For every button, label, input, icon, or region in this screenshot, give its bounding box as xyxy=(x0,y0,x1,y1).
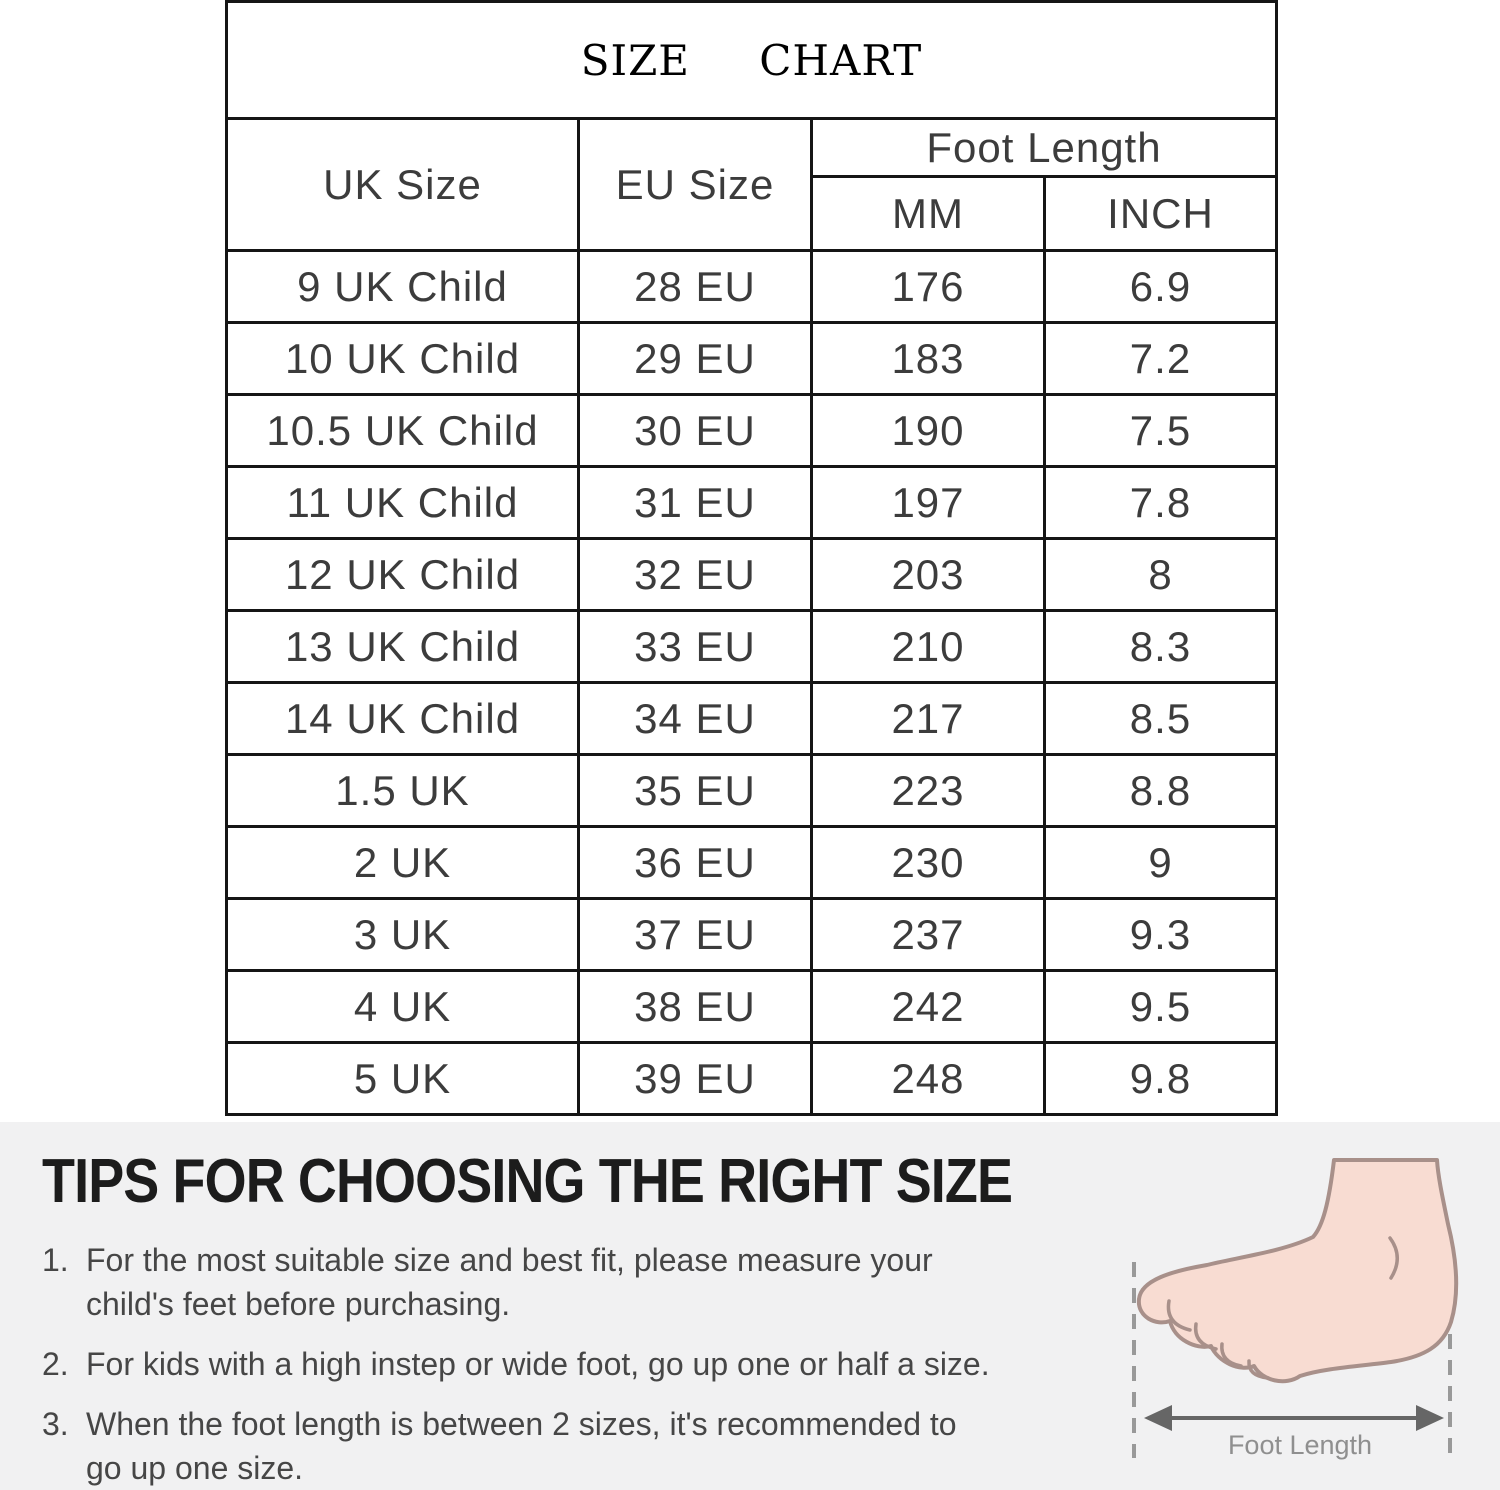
cell-eu-size: 32 EU xyxy=(579,539,812,611)
cell-mm: 230 xyxy=(812,827,1045,899)
cell-mm: 210 xyxy=(812,611,1045,683)
cell-inch: 9.3 xyxy=(1045,899,1277,971)
cell-inch: 9.8 xyxy=(1045,1043,1277,1115)
header-mm: MM xyxy=(812,177,1045,251)
cell-uk-size: 10.5 UK Child xyxy=(227,395,579,467)
cell-inch: 8 xyxy=(1045,539,1277,611)
cell-inch: 8.8 xyxy=(1045,755,1277,827)
cell-uk-size: 3 UK xyxy=(227,899,579,971)
header-eu-size: EU Size xyxy=(579,119,812,251)
measure-arrow xyxy=(1144,1405,1444,1431)
cell-mm: 223 xyxy=(812,755,1045,827)
table-row xyxy=(227,323,1277,395)
cell-inch: 9.5 xyxy=(1045,971,1277,1043)
cell-eu-size: 28 EU xyxy=(579,251,812,323)
header-inch: INCH xyxy=(1045,177,1277,251)
cell-uk-size: 11 UK Child xyxy=(227,467,579,539)
cell-uk-size: 13 UK Child xyxy=(227,611,579,683)
table-row xyxy=(227,395,1277,467)
table-row xyxy=(227,539,1277,611)
cell-inch: 6.9 xyxy=(1045,251,1277,323)
cell-inch: 7.2 xyxy=(1045,323,1277,395)
tip-text xyxy=(86,1402,957,1490)
table-title-row xyxy=(227,2,1277,119)
cell-eu-size: 36 EU xyxy=(579,827,812,899)
cell-eu-size: 31 EU xyxy=(579,467,812,539)
cell-eu-size: 37 EU xyxy=(579,899,812,971)
cell-uk-size: 2 UK xyxy=(227,827,579,899)
cell-uk-size: 4 UK xyxy=(227,971,579,1043)
cell-uk-size: 14 UK Child xyxy=(227,683,579,755)
tip-line: When the foot length is between 2 sizes, it's recommended to xyxy=(86,1406,957,1442)
foot-outline xyxy=(1139,1160,1456,1381)
cell-eu-size: 29 EU xyxy=(579,323,812,395)
cell-mm: 237 xyxy=(812,899,1045,971)
tips-title: TIPS FOR CHOOSING THE RIGHT SIZE xyxy=(42,1147,1013,1216)
cell-mm: 183 xyxy=(812,323,1045,395)
cell-mm: 190 xyxy=(812,395,1045,467)
table-row xyxy=(227,1043,1277,1115)
tip-number: 2. xyxy=(42,1346,69,1382)
cell-eu-size: 34 EU xyxy=(579,683,812,755)
cell-mm: 197 xyxy=(812,467,1045,539)
cell-mm: 217 xyxy=(812,683,1045,755)
cell-inch: 7.8 xyxy=(1045,467,1277,539)
tip-line: For kids with a high instep or wide foot, go up one or half a size. xyxy=(86,1346,990,1382)
cell-inch: 9 xyxy=(1045,827,1277,899)
tip-line: For the most suitable size and best fit, please measure your xyxy=(86,1242,933,1278)
table-row xyxy=(227,467,1277,539)
table-row xyxy=(227,755,1277,827)
header-foot-length: Foot Length xyxy=(812,119,1277,177)
cell-inch: 8.3 xyxy=(1045,611,1277,683)
cell-uk-size: 1.5 UK xyxy=(227,755,579,827)
table-row xyxy=(227,899,1277,971)
cell-mm: 248 xyxy=(812,1043,1045,1115)
cell-mm: 203 xyxy=(812,539,1045,611)
cell-uk-size: 12 UK Child xyxy=(227,539,579,611)
cell-uk-size: 10 UK Child xyxy=(227,323,579,395)
cell-eu-size: 30 EU xyxy=(579,395,812,467)
cell-inch: 7.5 xyxy=(1045,395,1277,467)
table-row xyxy=(227,683,1277,755)
size-rows xyxy=(227,251,1277,1115)
tip-line: go up one size. xyxy=(86,1450,304,1486)
table-row xyxy=(227,251,1277,323)
tip-number: 3. xyxy=(42,1406,69,1442)
cell-uk-size: 9 UK Child xyxy=(227,251,579,323)
foot-illustration xyxy=(1110,1140,1490,1485)
cell-uk-size: 5 UK xyxy=(227,1043,579,1115)
page-title: SIZE CHART xyxy=(227,2,1277,119)
table-row xyxy=(227,611,1277,683)
cell-mm: 242 xyxy=(812,971,1045,1043)
foot-measurement-diagram xyxy=(1110,1140,1490,1485)
cell-mm: 176 xyxy=(812,251,1045,323)
tip-text xyxy=(86,1342,990,1386)
table-row xyxy=(227,971,1277,1043)
header-uk-size: UK Size xyxy=(227,119,579,251)
cell-eu-size: 39 EU xyxy=(579,1043,812,1115)
foot-length-label: Foot Length xyxy=(1227,1430,1373,1460)
table-header-row xyxy=(227,119,1277,177)
tip-number: 1. xyxy=(42,1242,69,1278)
cell-eu-size: 38 EU xyxy=(579,971,812,1043)
tip-line: child's feet before purchasing. xyxy=(86,1286,511,1322)
table-row xyxy=(227,827,1277,899)
tip-text xyxy=(86,1238,933,1326)
cell-inch: 8.5 xyxy=(1045,683,1277,755)
cell-eu-size: 35 EU xyxy=(579,755,812,827)
size-chart-table xyxy=(225,0,1278,1116)
cell-eu-size: 33 EU xyxy=(579,611,812,683)
